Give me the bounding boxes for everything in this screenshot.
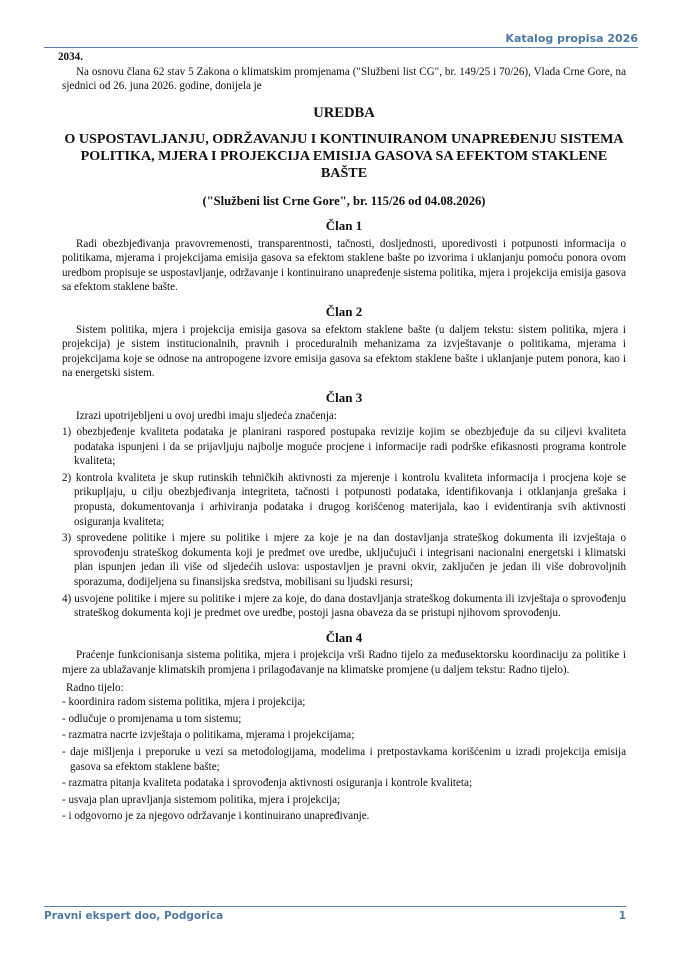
duty-item: - i odgovorno je za njegovo održavanje i kontinuirano unapređivanje. bbox=[62, 810, 370, 823]
gazette-reference: ("Službeni list Crne Gore", br. 115/26 od 04.08.2026) bbox=[202, 194, 486, 209]
article-2-heading: Član 2 bbox=[325, 303, 363, 319]
article-1-text: Radi obezbjeđivanja pravovremenosti, transparentnosti, tačnosti, dosljednosti, uporedivosti i potpunosti informacija o politikama, mjerama i projekcijama emisija gasova sa efektom staklene bašte po izvorima i uklanjanju pomoću ponora ovom uredbom propisuje se uspostavljanje, održavanje i kontinuirano unapređenje sistema politika, mjera i projekcija emisija gasova sa efektom staklene bašte. bbox=[62, 237, 626, 294]
article-3-definitions bbox=[62, 425, 626, 621]
article-2-text: Sistem politika, mjera i projekcija emisija gasova sa efektom staklene bašte (u daljem tekstu: sistem politika, mjera i projekcija) je sistem institucionalnih, pravnih i proceduralnih mehanizama za izvještavanje o politikama, mjerama i projekcijama koje se odnose na antropogene izvore emisija gasova sa efektom staklene bašte i uklanjanje putem ponora, kao i na energetski sistem. bbox=[62, 323, 626, 380]
duty-item: - koordinira radom sistema politika, mjera i projekcija; bbox=[62, 696, 306, 709]
catalog-title: Katalog propisa 2026 bbox=[505, 32, 638, 45]
article-1-heading: Član 1 bbox=[325, 217, 363, 233]
duty-item: - usvaja plan upravljanja sistemom politika, mjera i projekcija; bbox=[62, 793, 341, 806]
duty-item: - razmatra nacrte izvještaja o politikama, mjerama i projekcijama; bbox=[62, 729, 355, 742]
document-subtitle: O USPOSTAVLJANJU, ODRŽAVANJU I KONTINUIRANOM UNAPREĐENJU SISTEMA POLITIKA, MJERA I PROJEKCIJA EMISIJA GASOVA SA EFEKTOM STAKLENE BAŠTE bbox=[64, 131, 624, 182]
definition-item: 1) obezbjeđenje kvaliteta podataka je planirani raspored postupaka revizije kojim se obezbjeđuje da su ciljevi kvaliteta podataka ispunjeni i da se prijavljuju najbolje moguće procjene i informacije radi podrške efikasnosti programa kontrole kvaliteta; bbox=[62, 426, 626, 468]
duty-item: - razmatra pitanja kvaliteta podataka i sprovođenja aktivnosti osiguranja i kontrole kvaliteta; bbox=[62, 777, 473, 790]
article-4-heading: Član 4 bbox=[325, 629, 363, 645]
page-number: 1 bbox=[618, 910, 626, 922]
definition-item: 4) usvojene politike i mjere su politike i mjere za koje, do dana dostavljanja strateškog dokumenta ili izvještaja o sprovođenju strateškog dokumenta koji je predmet ove uredbe, postoji jasna obaveza da se pristupi njihovom sprovođenju. bbox=[62, 592, 626, 620]
article-4-lead: Radno tijelo: bbox=[66, 681, 124, 694]
preamble: Na osnovu člana 62 stav 5 Zakona o klimatskim promjenama ("Službeni list CG", br. 149/25 i 70/26), Vlada Crne Gore, na sjednici od 26. juna 2026. godine, donijela je bbox=[62, 65, 626, 93]
publisher-name: Pravni ekspert doo, Podgorica bbox=[44, 910, 224, 922]
article-3-intro: Izrazi upotrijebljeni u ovoj uredbi imaju sljedeća značenja: bbox=[76, 409, 337, 422]
definition-item: 2) kontrola kvaliteta je skup rutinskih tehničkih aktivnosti za mjerenje i kontrolu kvaliteta informacija i procjena koje se prikupljaju, u cilju obezbjeđivanja integriteta, tačnosti i potpunosti podataka, identifikovanja i otklanjanja grešaka i propusta, dokumentovanja i arhiviranja podataka i drugog korišćenog materijala, kao i evidentiranja svih aktivnosti osiguranja kvaliteta; bbox=[62, 471, 626, 528]
catalog-header bbox=[44, 32, 638, 48]
document-title: UREDBA bbox=[313, 104, 375, 121]
page-footer bbox=[44, 906, 626, 922]
article-4-text: Praćenje funkcionisanja sistema politika, mjera i projekcija vrši Radno tijelo za međusektorsku koordinaciju za politike i mjere za ublažavanje klimatskih promjena i prilagođavanje na klimatske promjene (u daljem tekstu: Radno tijelo). bbox=[62, 649, 626, 676]
definition-item: 3) sprovedene politike i mjere su politike i mjere za koje je na dan dostavljanja strateškog dokumenta ili izvještaja o sprovođenju strateškog dokumenta koji je predmet ove uredbe, uključujući i integrisani nacionalni energetski i klimatski plan ispunjen jedan ili više od sljedećih uslova: uspostavljen je pravni okvir, zaključen je jedan ili više dobrovoljnih sporazuma, dodijeljena su finansijska sredstva, mobilisani su ljudski resursi; bbox=[62, 532, 626, 589]
article-4-duties bbox=[62, 695, 626, 824]
regulation-number: 2034. bbox=[58, 51, 83, 63]
document-body bbox=[58, 50, 626, 826]
duty-item: - odlučuje o promjenama u tom sistemu; bbox=[62, 712, 242, 725]
duty-item: - daje mišljenja i preporuke u vezi sa metodologijama, modelima i pretpostavkama korišćenim u izradi projekcija emisija gasova sa efektom staklene bašte; bbox=[62, 745, 626, 773]
article-3-heading: Član 3 bbox=[325, 389, 363, 405]
